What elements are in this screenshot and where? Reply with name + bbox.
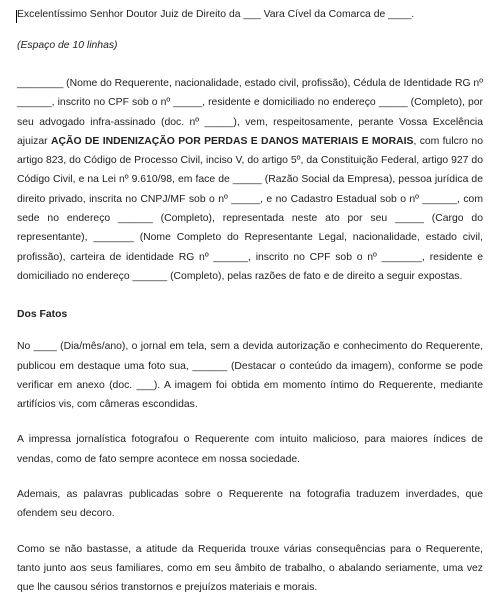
text-cursor [16,10,17,23]
fact-paragraph-4[interactable]: Como se não bastasse, a atitude da Requerida trouxe várias consequências para o Requerente, tanto junto aos seus familiares, como em seu âmbito de trabalho, o abalando seriamente, uma vez que lhe causou sérios transtornos e prejuízos materiais e morais. [17,543,483,594]
intro-text-part2: , com fulcro no artigo 823, do Código de Processo Civil, inciso V, do artigo 5º, da Constituição Federal, artigo 927 do Código Civil, e na Lei nº 9.610/98, em face de _____ (Razão Social da Empresa), pessoa jurídica de direito privado, inscrita no CNPJ/MF sob o nº _____, e no Cadastro Estadual sob o nº ______, com sede no endereço ______ (Completo), representada neste ato por seu _____ (Cargo do representante), _______ (Nome Completo do Representante Legal, nacionalidade, estado civil, profissão), carteira de identidade RG nº ______, inscrito no CPF sob o nº _______, residente e domiciliado no endereço ______ (Completo), pelas razões de fato e de direito a seguir expostas. [17,135,483,282]
header-line[interactable]: Excelentíssimo Senhor Doutor Juiz de Direito da ___ Vara Cível da Comarca de ____. [17,9,415,20]
fact-paragraph-1[interactable]: No ____ (Dia/mês/ano), o jornal em tela, sem a devida autorização e conhecimento do Requerente, publicou em destaque uma foto sua, ______ (Destacar o conteúdo da imagem), conforme se pode verificar em anexo (doc. ___). A imagem foi obtida em momento íntimo do Requerente, mediante artifícios vis, com câmeras escondidas. [17,341,483,411]
space-note[interactable]: (Espaço de 10 linhas) [17,40,118,51]
fact-paragraph-2[interactable]: A impressa jornalística fotografou o Requerente com intuito malicioso, para maiores índices de vendas, como de fato sempre acontece em nossa sociedade. [17,434,483,465]
intro-text-part1: ________ (Nome do Requerente, nacionalidade, estado civil, profissão), Cédula de Identidade RG nº ______, inscrito no CPF sob o nº _____, residente e domiciliado no endereço _____ (Completo), por seu advogado infra-assinado (doc. nº _____), vem, respeitosamente, perante Vossa Excelência ajuizar [17,78,483,147]
fact-paragraph-3[interactable]: Ademais, as palavras publicadas sobre o Requerente na fotografia traduzem inverdades, que ofendem seu decoro. [17,489,483,520]
action-title: AÇÃO DE INDENIZAÇÃO POR PERDAS E DANOS MATERIAIS E MORAIS [50,135,414,147]
section-heading-dos-fatos[interactable]: Dos Fatos [17,309,68,321]
intro-paragraph[interactable] [17,74,483,286]
